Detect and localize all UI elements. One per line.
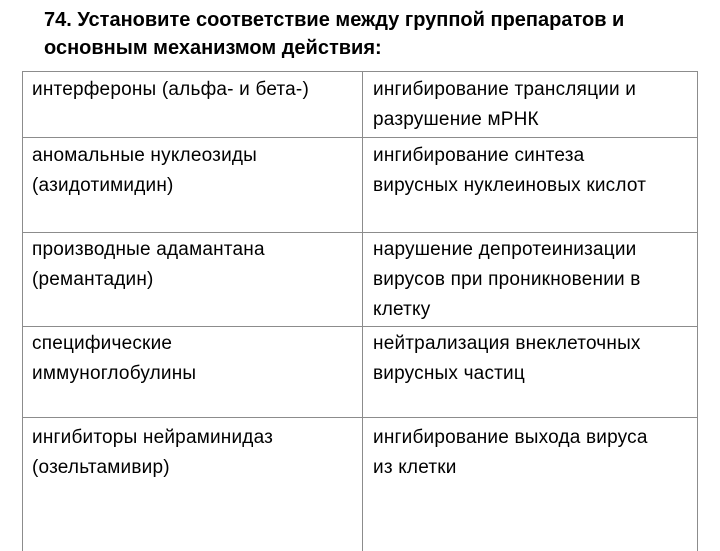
mechanism-cell — [373, 235, 693, 325]
drug-group-cell — [32, 423, 357, 483]
mechanism-text: вирусных нуклеиновых кислот — [373, 175, 647, 196]
page-title — [44, 6, 704, 62]
mechanism-cell — [373, 141, 693, 201]
mechanism-text: нейтрализация внеклеточных — [373, 333, 641, 354]
mechanism-text: клетку — [373, 299, 431, 320]
mechanism-cell — [373, 75, 693, 135]
drug-group-cell — [32, 75, 357, 105]
drug-group-text: производные адамантана — [32, 239, 265, 260]
matching-table — [22, 71, 698, 551]
drug-group-cell — [32, 329, 357, 389]
mechanism-cell — [373, 423, 693, 483]
title-line-2: основным механизмом действия: — [44, 37, 382, 59]
drug-group-text: (озельтамивир) — [32, 457, 170, 478]
column-divider — [362, 72, 363, 551]
drug-group-text: (азидотимидин) — [32, 175, 174, 196]
drug-group-cell — [32, 235, 357, 295]
row-divider — [23, 137, 697, 138]
row-divider — [23, 326, 697, 327]
title-line-1: 74. Установите соответствие между группой препаратов и — [44, 9, 625, 31]
mechanism-text: вирусов при проникновении в — [373, 269, 641, 290]
row-divider — [23, 417, 697, 418]
drug-group-text: иммуноглобулины — [32, 363, 197, 384]
mechanism-text: ингибирование выхода вируса — [373, 427, 648, 448]
drug-group-text: аномальные нуклеозиды — [32, 145, 258, 166]
drug-group-text: (ремантадин) — [32, 269, 154, 290]
mechanism-cell — [373, 329, 693, 389]
mechanism-text: вирусных частиц — [373, 363, 525, 384]
drug-group-text: интерфероны (альфа- и бета-) — [32, 79, 309, 100]
mechanism-text: нарушение депротеинизации — [373, 239, 637, 260]
mechanism-text: ингибирование синтеза — [373, 145, 585, 166]
drug-group-cell — [32, 141, 357, 201]
mechanism-text: разрушение мРНК — [373, 109, 539, 130]
mechanism-text: из клетки — [373, 457, 457, 478]
drug-group-text: специфические — [32, 333, 173, 354]
mechanism-text: ингибирование трансляции и — [373, 79, 637, 100]
row-divider — [23, 232, 697, 233]
drug-group-text: ингибиторы нейраминидаз — [32, 427, 274, 448]
